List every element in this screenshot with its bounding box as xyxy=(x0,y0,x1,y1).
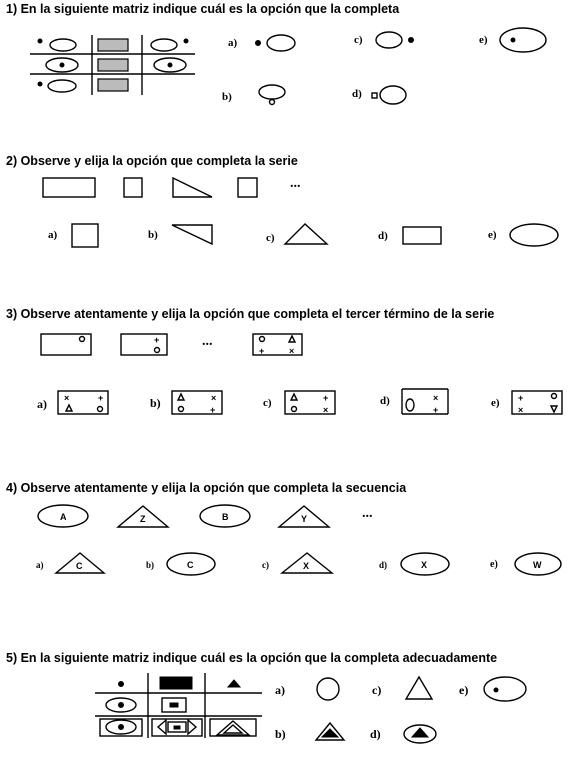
svg-text:+: + xyxy=(154,335,160,345)
q2-option-b[interactable]: b) xyxy=(148,229,158,241)
q4-option-c-letter: X xyxy=(303,561,310,571)
q3-option-c[interactable]: c) xyxy=(263,397,272,409)
svg-text:×: × xyxy=(323,405,329,415)
q2-option-d[interactable]: d) xyxy=(378,230,388,242)
q1-option-e[interactable]: e) xyxy=(479,34,488,46)
q5-option-d[interactable]: d) xyxy=(370,727,381,741)
q2-option-a[interactable]: a) xyxy=(48,229,58,241)
q5-option-c[interactable]: c) xyxy=(372,683,382,697)
q5-option-a[interactable]: a) xyxy=(275,683,285,697)
q2-series-dots: ... xyxy=(290,176,301,191)
svg-text:+: + xyxy=(210,405,216,415)
question-1-title: 1) En la siguiente matriz indique cuál es la opción que la completa xyxy=(6,2,400,16)
q4-option-e-letter: W xyxy=(533,560,542,570)
q4-option-a[interactable]: a) xyxy=(36,560,44,570)
svg-text:×: × xyxy=(518,405,524,415)
q3-option-d[interactable]: d) xyxy=(380,395,390,407)
svg-text:+: + xyxy=(433,405,439,415)
q4-option-c[interactable]: c) xyxy=(262,560,269,570)
q4-option-d-letter: X xyxy=(421,560,428,570)
q4-option-a-letter: C xyxy=(76,561,83,571)
svg-text:×: × xyxy=(289,346,295,356)
q1-option-a[interactable]: a) xyxy=(228,37,238,49)
q3-option-a[interactable]: a) xyxy=(37,397,47,411)
q4-seq-letter-1: A xyxy=(60,512,67,522)
q1-option-c[interactable]: c) xyxy=(354,34,363,46)
q4-option-e[interactable]: e) xyxy=(490,559,498,570)
svg-text:×: × xyxy=(64,393,70,403)
question-4-title: 4) Observe atentamente y elija la opción que completa la secuencia xyxy=(6,481,407,495)
q4-option-b[interactable]: b) xyxy=(146,560,155,570)
q4-seq-letter-4: Y xyxy=(301,514,308,524)
q4-option-b-letter: C xyxy=(187,560,194,570)
q4-series-dots: ... xyxy=(362,506,373,521)
q4-option-d[interactable]: d) xyxy=(379,560,388,570)
q3-series-dots: ... xyxy=(202,334,213,349)
q5-option-b[interactable]: b) xyxy=(275,727,286,741)
q3-option-b[interactable]: b) xyxy=(150,396,161,410)
svg-text:+: + xyxy=(323,393,329,403)
svg-text:×: × xyxy=(211,393,217,403)
q2-option-e[interactable]: e) xyxy=(488,229,497,241)
svg-text:+: + xyxy=(259,346,265,356)
svg-text:+: + xyxy=(98,393,104,403)
q1-option-d[interactable]: d) xyxy=(352,88,362,100)
q2-option-c[interactable]: c) xyxy=(266,232,275,244)
q3-option-e[interactable]: e) xyxy=(491,397,500,409)
q4-seq-letter-2: Z xyxy=(140,514,146,524)
svg-text:×: × xyxy=(433,393,439,403)
svg-text:+: + xyxy=(518,393,524,403)
question-5-title: 5) En la siguiente matriz indique cuál es la opción que la completa adecuadamente xyxy=(6,651,498,665)
q5-option-e[interactable]: e) xyxy=(459,683,469,697)
q1-option-b[interactable]: b) xyxy=(222,91,232,103)
question-2-title: 2) Observe y elija la opción que completa la serie xyxy=(6,154,298,168)
q4-seq-letter-3: B xyxy=(222,512,229,522)
question-3-title: 3) Observe atentamente y elija la opción que completa el tercer término de la serie xyxy=(6,307,495,321)
